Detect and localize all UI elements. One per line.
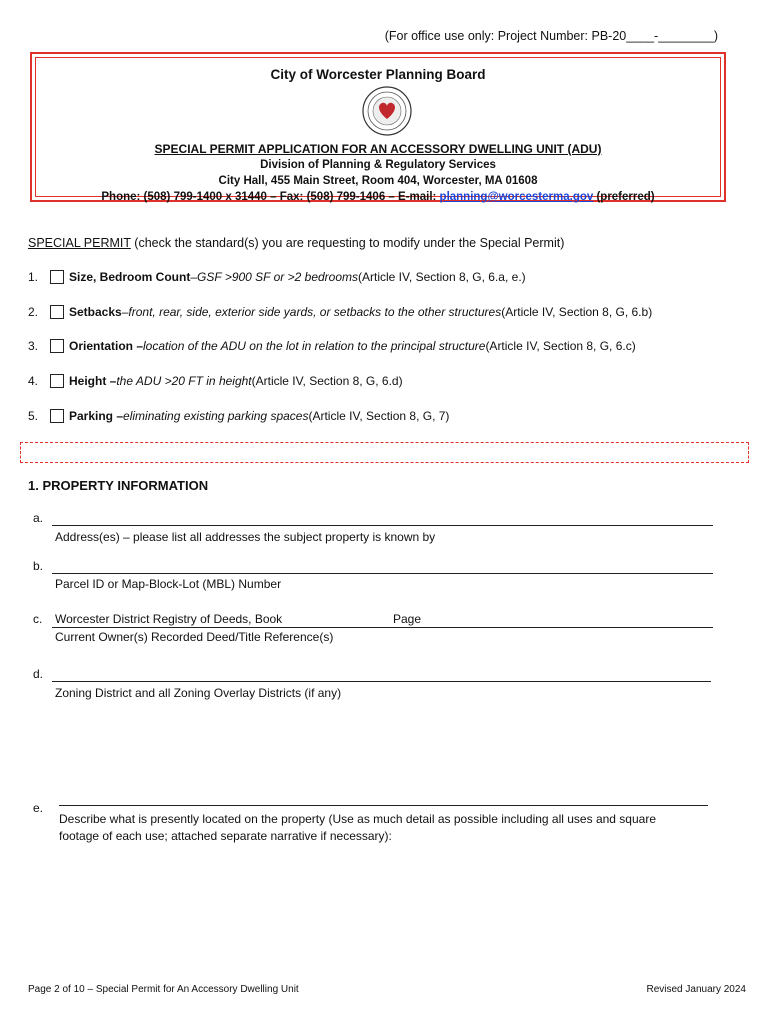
item-description: the ADU >20 FT in height	[116, 374, 252, 388]
registry-page-field[interactable]: Page	[393, 612, 422, 626]
office-use-note: (For office use only: Project Number: PB-20____-________)	[384, 29, 718, 43]
size-checkbox[interactable]	[50, 270, 64, 284]
item-label: Parking –	[69, 409, 124, 423]
field-letter-d: d.	[33, 667, 44, 681]
address-input-line[interactable]	[52, 525, 713, 526]
deed-input-line[interactable]	[52, 627, 713, 628]
item-reference: (Article IV, Section 8, G, 7)	[308, 409, 450, 423]
item-number: 1.	[28, 270, 39, 284]
parking-checkbox[interactable]	[50, 409, 64, 423]
orientation-checkbox[interactable]	[50, 339, 64, 353]
item-description: GSF >900 SF or >2 bedrooms	[197, 270, 359, 284]
permit-item-setbacks	[28, 305, 652, 319]
item-separator: –	[121, 305, 129, 319]
footer-revision: Revised January 2024	[646, 984, 746, 995]
special-permit-instruction: (check the standard(s) you are requesting to modify under the Special Permit)	[130, 236, 565, 250]
item-separator: –	[190, 270, 198, 284]
field-letter-a: a.	[33, 511, 44, 525]
permit-item-orientation	[28, 339, 636, 353]
permit-item-parking	[28, 409, 449, 423]
contact-suffix: (preferred)	[593, 191, 655, 203]
footer-page-info: Page 2 of 10 – Special Permit for An Accessory Dwelling Unit	[28, 984, 299, 995]
permit-item-size	[28, 270, 526, 284]
item-reference: (Article IV, Section 8, G, 6.a, e.)	[358, 270, 526, 284]
item-reference: (Article IV, Section 8, G, 6.c)	[485, 339, 636, 353]
header-box	[30, 52, 726, 202]
application-title: SPECIAL PERMIT APPLICATION FOR AN ACCESSORY DWELLING UNIT (ADU)	[154, 142, 602, 156]
item-label: Size, Bedroom Count	[69, 270, 191, 284]
setbacks-checkbox[interactable]	[50, 305, 64, 319]
present-use-input-line[interactable]	[59, 805, 708, 806]
height-checkbox[interactable]	[50, 374, 64, 388]
board-title: City of Worcester Planning Board	[270, 67, 486, 82]
parcel-input-line[interactable]	[52, 573, 713, 574]
item-number: 3.	[28, 339, 39, 353]
item-description: location of the ADU on the lot in relation to the principal structure	[143, 339, 486, 353]
item-description: front, rear, side, exterior side yards, or setbacks to the other structures	[128, 305, 502, 319]
item-reference: (Article IV, Section 8, G, 6.b)	[501, 305, 653, 319]
item-reference: (Article IV, Section 8, G, 6.d)	[251, 374, 403, 388]
address-caption: Address(es) – please list all addresses the subject property is known by	[55, 530, 436, 544]
zoning-caption: Zoning District and all Zoning Overlay Districts (if any)	[55, 686, 342, 700]
zoning-input-line[interactable]	[52, 681, 711, 682]
special-permit-heading	[28, 236, 564, 250]
present-use-caption-2: footage of each use; attached separate narrative if necessary):	[59, 829, 392, 843]
field-letter-b: b.	[33, 559, 44, 573]
email-link[interactable]: planning@worcesterma.gov	[439, 191, 594, 203]
item-number: 5.	[28, 409, 39, 423]
special-permit-label: SPECIAL PERMIT	[28, 236, 131, 250]
item-number: 2.	[28, 305, 39, 319]
item-number: 4.	[28, 374, 39, 388]
permit-item-height	[28, 374, 403, 388]
contact-prefix: Phone: (508) 799-1400 x 31440 – Fax: (508) 799-1406 – E-mail:	[101, 191, 440, 203]
property-info-heading: 1. PROPERTY INFORMATION	[28, 478, 209, 493]
item-label: Setbacks	[69, 305, 122, 319]
address-line: City Hall, 455 Main Street, Room 404, Worcester, MA 01608	[218, 175, 538, 187]
form-field-highlight[interactable]	[20, 442, 749, 463]
item-description: eliminating existing parking spaces	[123, 409, 309, 423]
deed-caption: Current Owner(s) Recorded Deed/Title Reference(s)	[55, 630, 334, 644]
parcel-caption: Parcel ID or Map-Block-Lot (MBL) Number	[55, 577, 282, 591]
present-use-caption-1: Describe what is presently located on the property (Use as much detail as possible including all uses and square	[59, 812, 656, 826]
item-label: Orientation –	[69, 339, 144, 353]
division-line: Division of Planning & Regulatory Services	[260, 159, 496, 171]
contact-line	[36, 191, 720, 203]
city-seal-logo	[362, 86, 412, 136]
item-label: Height –	[69, 374, 117, 388]
field-letter-e: e.	[33, 801, 44, 815]
field-letter-c: c.	[33, 612, 43, 626]
registry-book-field[interactable]: Worcester District Registry of Deeds, Book	[55, 612, 283, 626]
